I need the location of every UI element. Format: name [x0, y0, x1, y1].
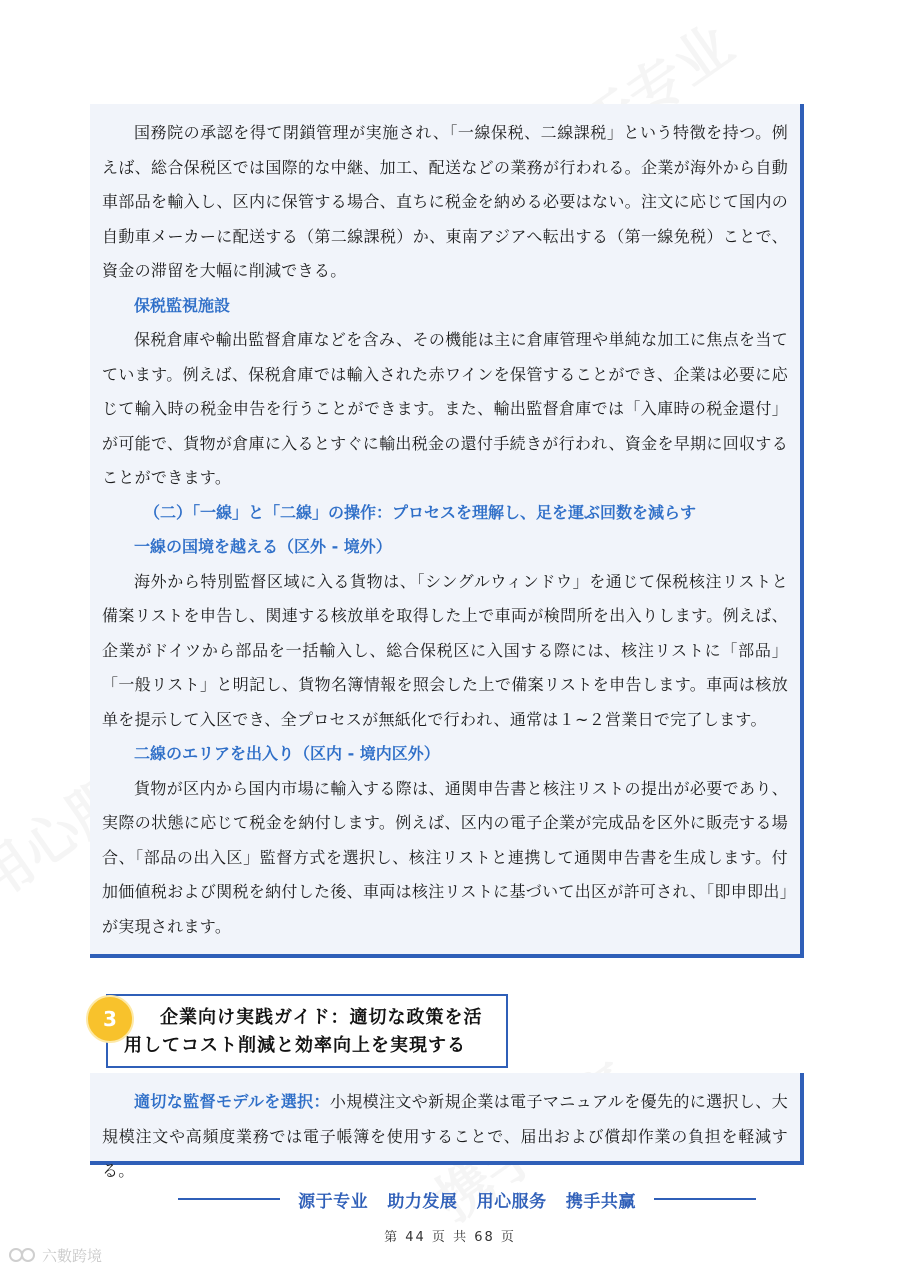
paragraph-second-line: 貨物が区内から国内市場に輸入する際は、通関申告書と核注リストの提出が必要であり、実際の状態に応じて税金を納付します。例えば、区内の電子企業が完成品を区外に販売する場合、「部品の出入区」監督方式を選択し、核注リストと連携して通関申告書を生成します。付加価値税および関税を納付した後、車両は核注リストに基づいて出区が許可され、「即申即出」が実現されます。 [102, 778, 788, 936]
tip-panel [90, 1073, 804, 1180]
page-number: 第 44 页 共 68 页 [384, 1230, 516, 1245]
paragraph-bonded-facilities: 保税倉庫や輸出監督倉庫などを含み、その機能は主に倉庫管理や単純な加工に焦点を当てています。例えば、保税倉庫では輸入された赤ワインを保管することができ、企業は必要に応じて輸入時の税金申告を行うことができます。また、輸出監督倉庫では「入庫時の税金還付」が可能で、貨物が倉庫に入るとすぐに輸出税金の還付手続きが行われ、資金を早期に回収することができます。 [102, 330, 788, 487]
tip-lead: 適切な監督モデルを選択： [134, 1092, 330, 1111]
slogan-text: 源于专业 助力发展 用心服务 携手共赢 [298, 1191, 636, 1212]
divider-right [654, 1198, 756, 1200]
paragraph-intro: 国務院の承認を得て閉鎖管理が実施され、「一線保税、二線課税」という特徴を持つ。例えば、総合保税区では国際的な中継、加工、配送などの業務が行われる。企業が海外から自動車部品を輸入し、区内に保管する場合、直ちに税金を納める必要はない。注文に応じて国内の自動車メーカーに配送する（第二線課税）か、東南アジアへ転出する（第一線免税）ことで、資金の滞留を大幅に削減できる。 [102, 123, 788, 280]
divider-left [178, 1198, 280, 1200]
tip-paragraph [102, 1085, 788, 1189]
brand-logo [8, 1240, 102, 1270]
brand-name: 六數跨境 [42, 1246, 103, 1265]
section-title: 企業向け実践ガイド：適切な政策を活用してコスト削減と効率向上を実現する [124, 1007, 483, 1056]
heading-bonded-facilities: 保税監視施設 [134, 295, 231, 315]
section-heading-line-operations: （二）「一線」と「二線」の操作：プロセスを理解し、足を運ぶ回数を減らす [144, 502, 697, 522]
content-panel [90, 104, 804, 958]
brand-icon [8, 1244, 38, 1266]
heading-first-line: 一線の国境を越える（区外 - 境外） [134, 537, 392, 556]
section-number-badge: 3 [86, 995, 134, 1043]
tip-text: 小規模注文や新規企業は電子マニュアルを優先的に選択し、大規模注文や高頻度業務では電子帳簿を使用することで、届出および償却作業の負担を軽減する。 [102, 1092, 788, 1180]
paragraph-first-line: 海外から特別監督区域に入る貨物は、「シングルウィンドウ」を通じて保税核注リストと備案リストを申告し、関連する核放単を取得した上で車両が検問所を出入りします。例えば、企業がドイツから部品を一括輸入し、総合保税区に入国する際には、核注リストに「部品」「一般リスト」と明記し、貨物名簿情報を照会した上で備案リストを申告します。車両は核放单を提示して入区でき、全プロセスが無紙化で行われ、通常は１~２営業日で完了します。 [102, 571, 788, 729]
section-title-box [106, 994, 508, 1068]
footer-slogan [178, 1184, 756, 1214]
heading-second-line: 二線のエリアを出入り（区内 - 境内区外） [134, 744, 440, 763]
